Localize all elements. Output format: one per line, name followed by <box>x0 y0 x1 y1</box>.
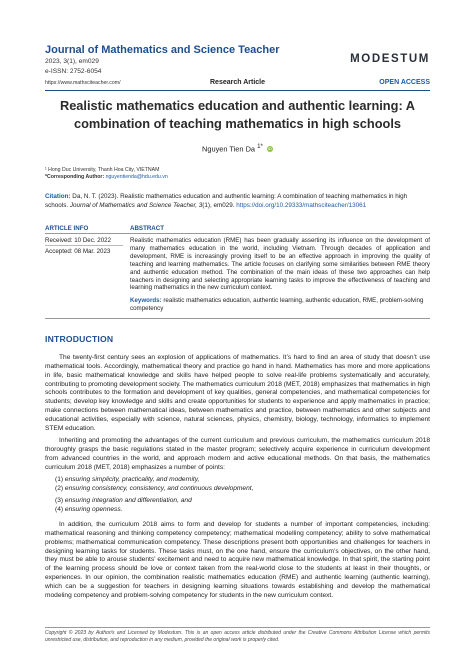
list-item: (3) ensuring integration and differentiation, and <box>55 497 192 504</box>
copyright-footer: Copyright © 2023 by Author/s and Licensed by Modestum. This is an open access article distributed under the Creative Commons Attribution License which permits unrestricted use, distribution, and reproduction in any medium, provided the original work is properly cited. <box>45 630 430 643</box>
publisher-brand: MODESTUM <box>350 53 430 65</box>
article-info-heading: ARTICLE INFO <box>45 225 89 232</box>
author-marks: 1* <box>257 143 263 150</box>
corresponding-author <box>45 174 168 180</box>
author-email-link[interactable]: nguyentienda@hdu.edu.vn <box>105 174 168 180</box>
citation-text: Da, N. T. (2023). Realistic mathematics education and authentic learning: A combination of teaching mathematics in high schools. <box>45 193 408 209</box>
doi-link[interactable]: https://doi.org/10.29333/mathsciteacher/13061 <box>236 201 367 209</box>
section-heading-introduction: INTRODUCTION <box>45 334 114 344</box>
header-divider <box>45 90 430 91</box>
citation-issue: (1), em029. <box>202 201 235 209</box>
orcid-icon[interactable]: iD <box>268 146 272 152</box>
keywords-block <box>130 297 430 313</box>
intro-paragraph-2: Inheriting and promoting the advantages of the current curriculum and previous curriculum, the mathematics curriculum 2018 thoroughly grasps the basic regulations stated in the master program; selectively acquire experience in curriculum development from advanced countries in the world, and approach modern and active educational methods. On that basis, the mathematics curriculum 2018 (MET, 2018) emphasizes a number of points: <box>45 437 430 471</box>
eissn: e-ISSN: 2752-6054 <box>45 68 102 75</box>
intro-paragraph-3: In addition, the curriculum 2018 aims to form and develop for students a number of important competencies, including: mathematical reasoning and thinking competency competency; mathematical modelling competency; ability to solve mathematical problems; mathematical communication competency. These descriptions present both opportunities and challenges for teachers in designing learning tasks for students. These tasks must, on the one hand, ensure the curriculum’s objectives, on the other hand, they must be able to arouse students’ excitement and need to acquire new mathematical knowledge. In that spirit, the starting point of the learning process should be love or context taken from the real-world close to the students at least in their thoughts, or experiences. In our opinion, the combination realistic mathematics education (RME) and authentic learning (authentic learning), which can be a suggestion for teachers in designing learning situations towards establishing and develop the mathematical modeling competency and problem-solving competency for students in the new curriculum context. <box>45 521 430 599</box>
article-type: Research Article <box>210 79 265 86</box>
open-access-badge: OPEN ACCESS <box>379 79 430 86</box>
info-divider <box>45 245 123 246</box>
footer-divider <box>45 627 430 628</box>
citation-label: Citation: <box>45 193 71 200</box>
author-line <box>45 143 430 153</box>
keywords-label: Keywords: <box>130 297 162 304</box>
abstract-heading: ABSTRACT <box>130 225 165 232</box>
volume-info: 2023, 3(1), em029 <box>45 58 99 65</box>
citation-block <box>45 193 430 210</box>
keywords-text: realistic mathematics education, authentic learning, authentic education, RME, problem-solving competency <box>130 297 424 312</box>
corresponding-label: *Corresponding Author: <box>45 174 105 180</box>
list-item: (1) ensuring simplicity, practicality, and modernity, <box>55 476 200 483</box>
list-item: (4) ensuring openness. <box>55 506 123 513</box>
author-name: Nguyen Tien Da <box>202 144 256 154</box>
citation-journal: Journal of Mathematics and Science Teacher, 3 <box>69 201 203 209</box>
received-date: Received: 10 Dec. 2022 <box>45 237 112 244</box>
accepted-date: Accepted: 08 Mar. 2023 <box>45 248 111 255</box>
list-item: (2) ensuring consistency, consistency, and continuous development, <box>55 485 254 492</box>
paper-title: Realistic mathematics education and authentic learning: A combination of teaching mathematics in high schools <box>59 98 416 131</box>
intro-paragraph-1: The twenty-first century sees an explosion of applications of mathematics. It’s hard to find an area of study that doesn’t use mathematical tools. Accordingly, mathematical theory and practice go hand in hand. Mathematics has more and more applications in life, basic mathematical knowledge and skills have helped people to solve real-life problems systematically and accurately, contributing to promoting development society. The mathematics curriculum 2018 (MET, 2018) emphasizes that mathematics in high schools contributes to the formation and development of key qualities, general competencies, and mathematical competencies for students; develop key knowledge and skills and create opportunities for students to experience and apply mathematics in practice; make connections between mathematical ideas, between mathematics and practice, between mathematics and other subjects and educational activities, especially with science, natural sciences, physics, chemistry, biology, technology, informatics to implement STEM education. <box>45 354 430 432</box>
journal-url-link[interactable]: https://www.mathsciteacher.com/ <box>45 80 121 86</box>
abstract-top-divider <box>45 233 430 234</box>
journal-name: Journal of Mathematics and Science Teacher <box>45 44 280 56</box>
abstract-bottom-divider <box>45 318 430 319</box>
affiliation-1: ¹ Hong Duc University, Thanh Hoa City, VIETNAM <box>45 167 160 173</box>
abstract-text: Realistic mathematics education (RME) has been gradually asserting its influence on the development of many mathematics education in the world, including Vietnam. Through decades of application and development, RME is increasingly proving itself to be an effective approach in improving the quality of teaching and learning mathematics. The article focuses on clarifying some similarities between RME theory and authentic education method. The combination of the main ideas of these two approaches can help teachers in designing and selecting appropriate learning tasks to improve the effectiveness of teaching and learning mathematics in the new curriculum context. <box>130 237 430 292</box>
